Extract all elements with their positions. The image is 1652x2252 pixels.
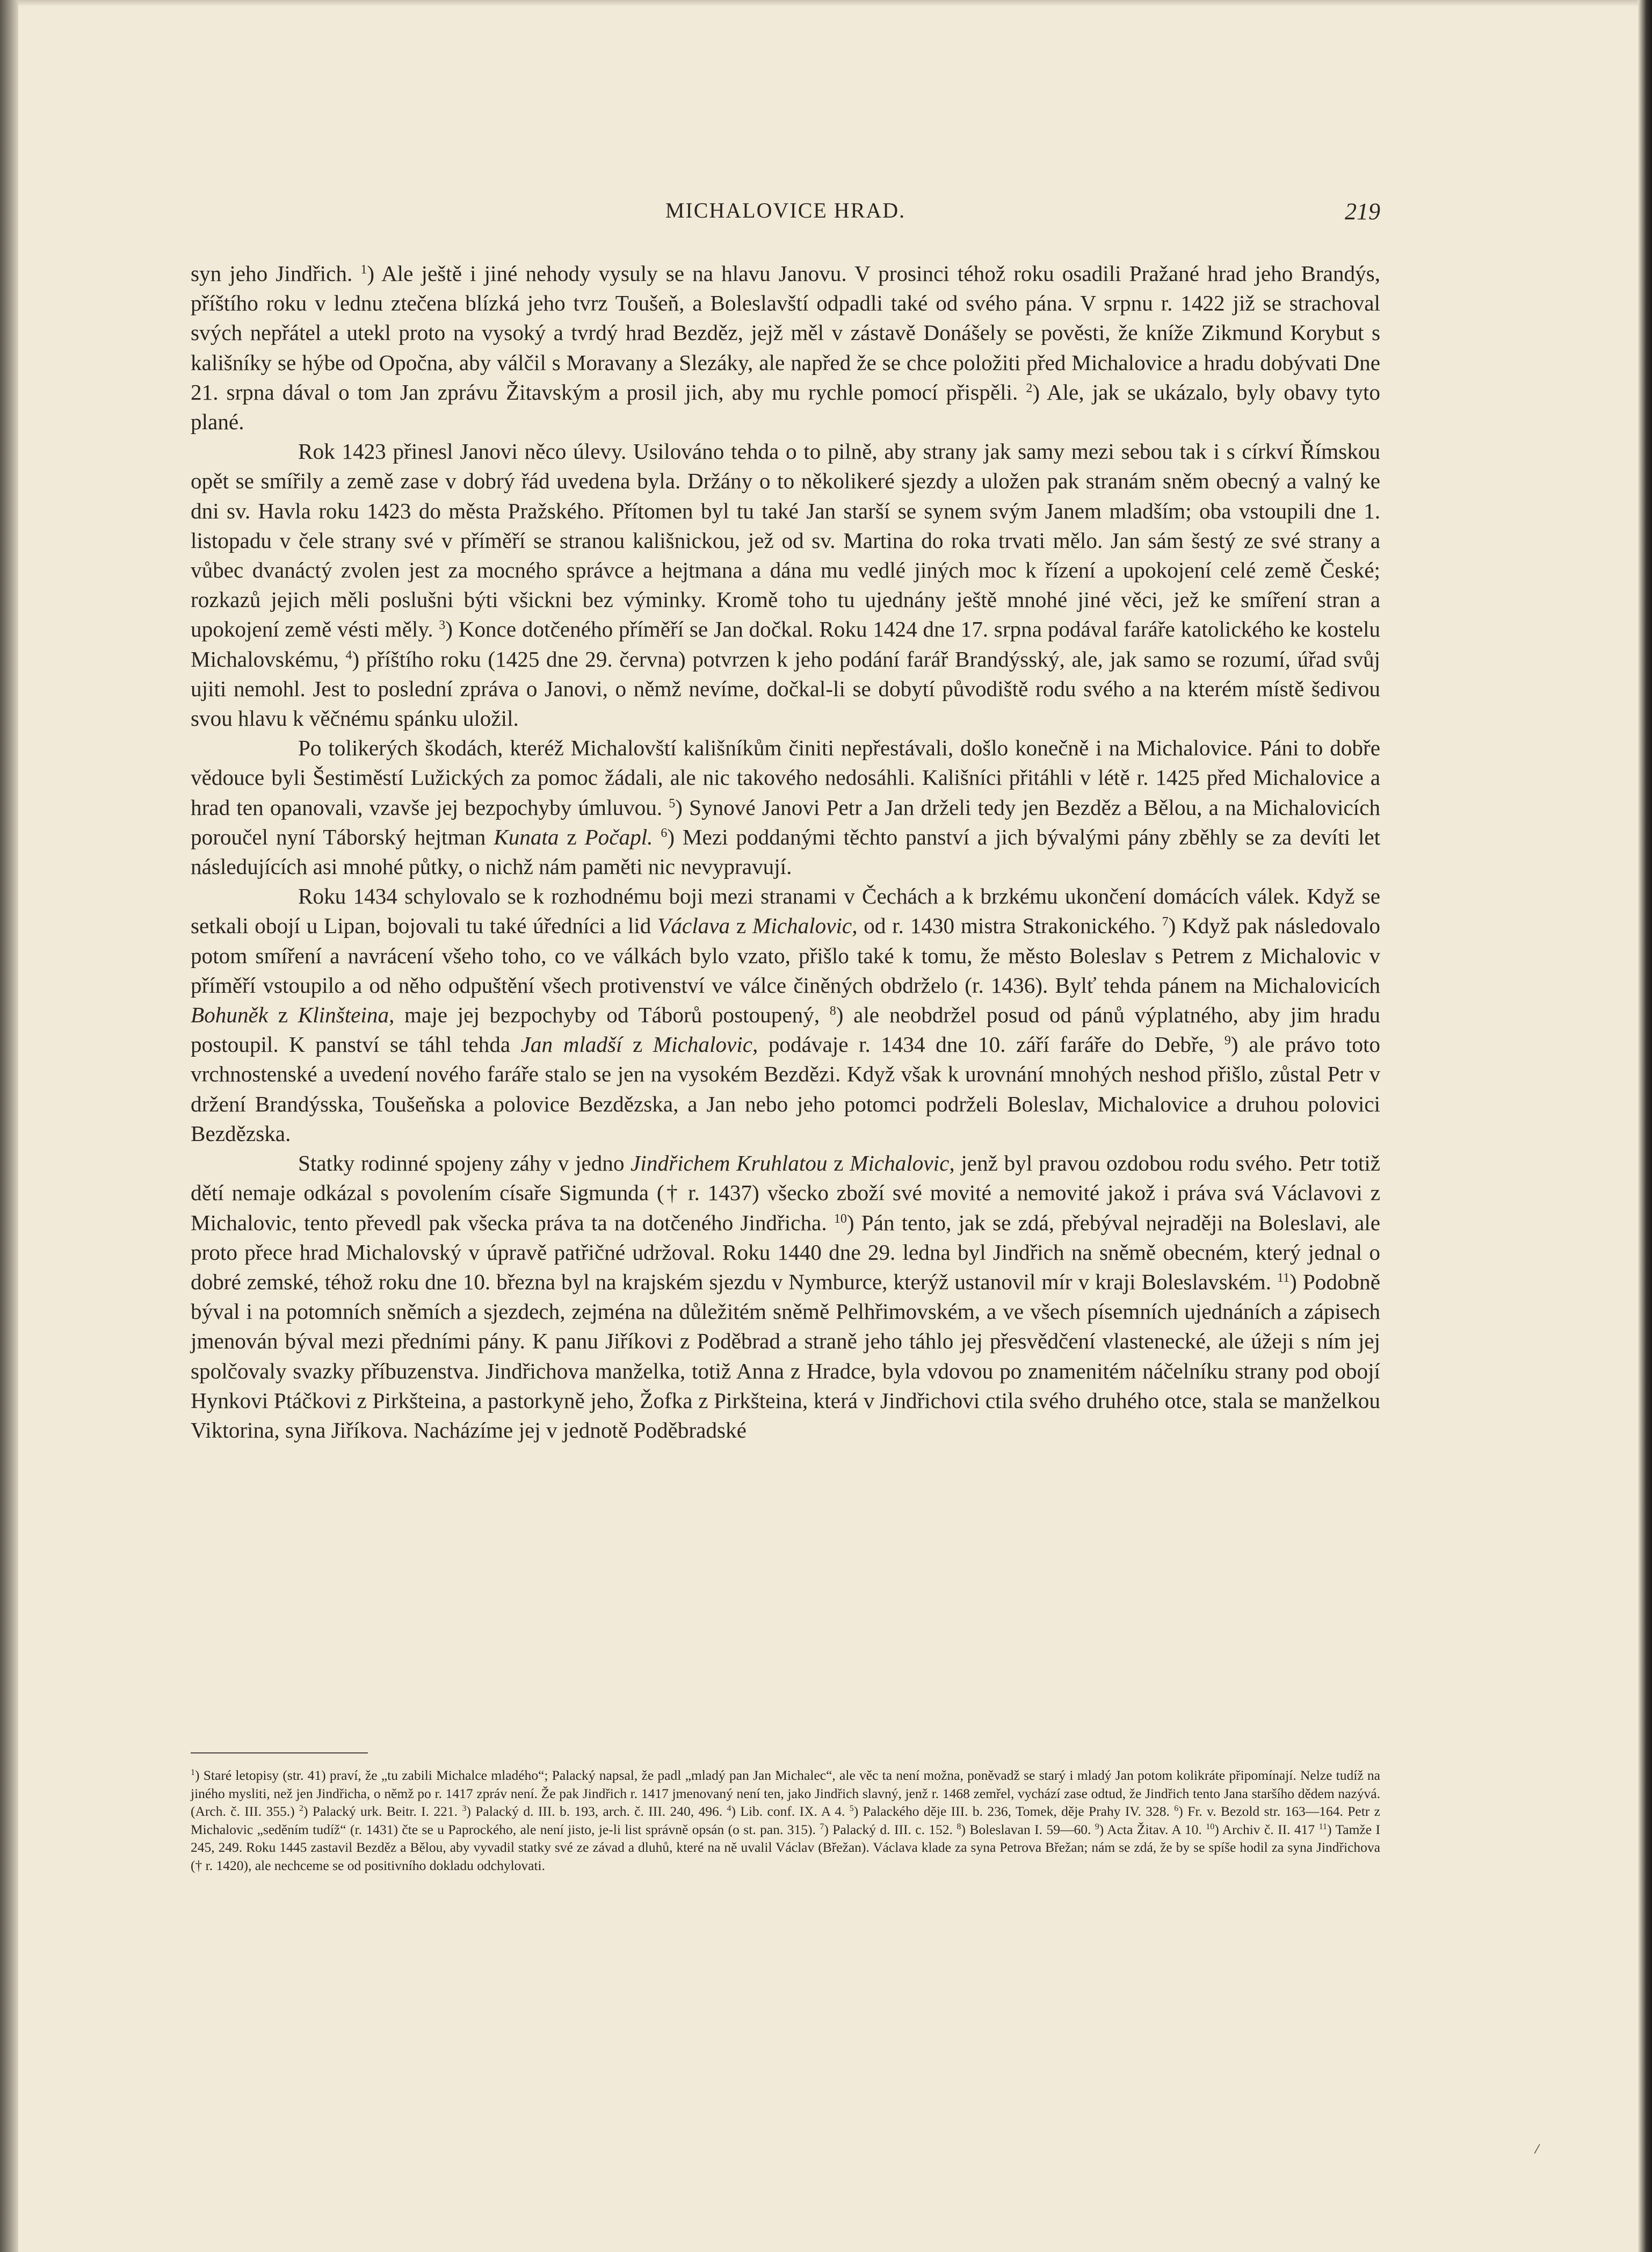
footnote-ref: 5 <box>669 796 676 811</box>
footnote-separator-rule <box>191 1752 368 1753</box>
italic-name: Jindřichem Kruhlatou <box>631 1151 828 1176</box>
footnotes <box>191 1766 1380 1874</box>
italic-name: Počapl. <box>584 824 653 849</box>
footnote-ref: 3 <box>462 1804 467 1813</box>
paragraph <box>191 882 1380 1149</box>
footnote-ref: 8 <box>957 1822 961 1831</box>
italic-name: Jan mladší <box>520 1032 622 1057</box>
book-spine-shadow <box>0 0 18 2252</box>
italic-name: Klinšteina, <box>298 1002 395 1028</box>
text-run: ) Mezi poddanými těchto panství a jich bývalými pány zběhly se za devíti let následujících asi mnohé půtky, o nichž nám paměti nic nevypravují. <box>191 824 1381 879</box>
italic-name: Kunata <box>494 824 559 849</box>
text-run: ) Palacký d. III. b. 193, arch. č. III. 240, 496. <box>466 1803 727 1819</box>
italic-name: Michalovic, <box>752 913 858 939</box>
text-run: z <box>827 1151 850 1176</box>
paragraph <box>191 259 1380 437</box>
footnote-ref: 2 <box>1026 381 1033 395</box>
text-run: ) Fr. v. Bezold str. 163—164. Petr z Michalovic „seděním tudíž“ (r. 1431) čte se u Paprockého, ale není jisto, je-li list správně opsán (o st. pan. 315). <box>191 1803 1380 1837</box>
footnote-ref: 5 <box>849 1804 854 1813</box>
text-run: ) Ale ještě i jiné nehody vysuly se na hlavu Janovu. V prosinci téhož roku osadili Pražané hrad jeho Brandýs, příštího roku v lednu ztečena blízká jeho tvrz Toušeň, a Boleslavští odpadli také od svého pána. V srpnu r. 1422 již se strachoval svých nepřátel a utekl proto na vysoký a tvrdý hrad Bezděz, jejž měl v zástavě Donášely se pověsti, že kníže Zikmund Korybut s kališníky se hýbe od Opočna, aby válčil s Moravany a Slezáky, ale napřed že se chce položiti před Michalovice a hradu dobývati Dne 21. srpna dával o tom Jan zprávu Žitavským a prosil jich, aby mu rychle pomocí přispěli. <box>191 261 1380 405</box>
paragraph <box>191 1149 1380 1445</box>
footnote-ref: 8 <box>829 1004 836 1019</box>
page-top-edge <box>0 0 1652 6</box>
text-run: ) Acta Žitav. A 10. <box>1099 1821 1206 1837</box>
text-run: ) příštího roku (1425 dne 29. června) potvrzen k jeho podání farář Brandýsský, ale, jak samo se rozumí, úřad svůj ujiti nemohl. Jest to poslední zpráva o Janovi, o němž nevíme, dočkal-li se dobytí původiště rodu svého a na kterém místě šedivou svou hlavu k věčnému spánku uložil. <box>191 646 1380 731</box>
footnote-ref: 1 <box>191 1768 195 1777</box>
text-run: ) ale právo toto vrchnostenské a uvedení nového faráře stalo se jen na vysokém Bezdězi. Když však k urovnání mnohých neshod přišlo, zůstal Petr v držení Brandýsska, Toušeňska a polovice Bezdězska, a Jan nebo jeho potomci podrželi Boleslav, Michalovice a druhou polovici Bezdězska. <box>191 1032 1381 1146</box>
text-run <box>653 825 661 849</box>
marginal-mark: / <box>1533 2140 1541 2158</box>
footnote-ref: 9 <box>1095 1822 1099 1831</box>
italic-name: Michalovic, <box>653 1032 758 1057</box>
italic-name: Václava <box>657 913 730 939</box>
paragraph <box>191 733 1380 882</box>
text-run: ) Archiv č. II. 417 <box>1214 1821 1319 1837</box>
running-head-title: MICHALOVICE HRAD. <box>665 198 906 222</box>
footnote-ref: 11 <box>1277 1271 1290 1285</box>
text-run: ) Staré letopisy (str. 41) praví, že „tu zabili Michalce mladého“; Palacký napsal, že padl „mladý pan Jan Michalec“, ale věc ta není možna, poněvadž se starý i mladý Jan potom kolikráte připomínají. Nelze tudíž na jiného mysliti, než jen Jindřicha, o němž po r. 1417 zpráv není. Že pak Jindřich r. 1417 jmenovaný není ten, jako Jindřich slavný, jenž r. 1468 zemřel, vychází zase odtud, že Jindřich tento Jana staršího dědem nazývá. (Arch. č. III. 355.) <box>191 1767 1380 1819</box>
text-run: syn jeho Jindřich. <box>191 261 361 286</box>
running-head <box>191 193 1380 231</box>
text-run: ) ale neobdržel posud od pánů výplatného, aby jim hradu postoupil. K panství se táhl tehda <box>191 1002 1380 1057</box>
footnote-block <box>191 1766 1380 1874</box>
text-run: ) Lib. conf. IX. A 4. <box>731 1803 850 1819</box>
text-run: ) Tamže I 245, 249. Roku 1445 zastavil Bezděz a Bělou, aby vyvadil statky své ze závad a dluhů, které na ně uvalil Václav (Břežan). Václava klade za syna Petrova Břežan; nám se zdá, že by se spíše hodil za syna Jindřichova († r. 1420), ale nechceme se od positivního dokladu odchylovati. <box>191 1821 1381 1873</box>
text-run: z <box>268 1002 298 1028</box>
text-run: ) Podobně býval i na potomních sněmích a sjezdech, zejména na důležitém sněmě Pelhřimovském, a ve všech písemních ujednáních a zápisech jmenován býval mezi předními pány. K panu Jiříkovi z Poděbrad a straně jeho táhlo jej přesvědčení vlastenecké, ale úžeji s ním jej spolčovaly svazky příbuzenstva. Jindřichova manželka, totiž Anna z Hradce, byla vdovou po znamenitém náčelníku strany pod obojí Hynkovi Ptáčkovi z Pirkšteina, a pastorkyně jeho, Žofka z Pirkšteina, která v Jindřichovi ctila svého druhého otce, stala se manželkou Viktorina, syna Jiříkova. Nacházíme jej v jednotě Poděbradské <box>191 1269 1380 1442</box>
text-run: ) Palacký d. III. c. 152. <box>824 1821 957 1837</box>
footnote-ref: 9 <box>1224 1034 1231 1048</box>
text-run: ) Konce dotčeného příměří se Jan dočkal. Roku 1424 dne 17. srpna podával faráře katolického ke kostelu Michalovskému, <box>191 617 1380 672</box>
text-run: maje jej bezpochyby od Táborů postoupený, <box>394 1002 830 1028</box>
text-run: z <box>622 1032 653 1057</box>
footnote-ref: 7 <box>820 1822 824 1831</box>
text-run: od r. 1430 mistra Strakonického. <box>857 913 1162 939</box>
text-run: ) Palacký urk. Beitr. I. 221. <box>303 1803 462 1819</box>
footnote-ref: 2 <box>299 1804 304 1813</box>
text-run: ) Boleslavan I. 59—60. <box>961 1821 1095 1837</box>
page-right-edge <box>1638 0 1652 2252</box>
footnote-ref: 4 <box>345 648 352 662</box>
footnote-ref: 4 <box>727 1804 731 1813</box>
text-run: Statky rodinné spojeny záhy v jedno <box>298 1151 631 1176</box>
footnote-ref: 7 <box>1162 915 1169 929</box>
body-text <box>191 259 1380 1445</box>
footnote-ref: 10 <box>1206 1822 1215 1831</box>
paragraph <box>191 437 1380 733</box>
text-run: ) Palackého děje III. b. 236, Tomek, děje Prahy IV. 328. <box>853 1803 1175 1819</box>
italic-name: Michalovic, <box>850 1151 955 1176</box>
footnote-ref: 10 <box>834 1211 847 1226</box>
text-run: podávaje r. 1434 dne 10. září faráře do Debře, <box>758 1032 1224 1057</box>
footnote-ref: 3 <box>439 618 446 633</box>
text-run: Roku 1434 schylovalo se k rozhodnému boji mezi stranami v Čechách a k brzkému ukončení domácích válek. Když se setkali obojí u Lipan, bojovali tu také úředníci a lid <box>191 884 1380 939</box>
italic-name: Bohuněk <box>191 1002 269 1028</box>
footnote-ref: 11 <box>1318 1822 1328 1831</box>
text-run: z <box>730 913 752 939</box>
text-run: jenž byl pravou ozdobou rodu svého. Petr totiž dětí nemaje odkázal s povolením císaře Sigmunda († r. 1437) všecko zboží své movité a nemovité jakož i práva svá Václavovi z Michalovic, tento převedl pak všecka práva ta na dotčeného Jindřicha. <box>191 1151 1381 1235</box>
text-run: ) Když pak následovalo potom smíření a navrácení všeho toho, co ve válkách bylo vzato, přišlo také k tomu, že město Boleslav s Petrem z Michalovic v příměří vstoupilo a od něho odpuštění všech protivenství ve válce činěných obdrželo (r. 1436). Bylť tehda pánem na Michalovicích <box>191 913 1381 998</box>
footnote-ref: 6 <box>1174 1804 1179 1813</box>
text-run: ) Ale, jak se ukázalo, byly obavy tyto plané. <box>191 379 1380 435</box>
text-run: ) Synové Janovi Petr a Jan drželi tedy jen Bezděz a Bělou, a na Michalovicích poroučel nyní Táborský hejtman <box>191 795 1380 849</box>
text-run: z <box>559 824 585 849</box>
text-run: Rok 1423 přinesl Janovi něco úlevy. Usilováno tehda o to pilně, aby strany jak samy mezi sebou tak i s církví Římskou opět se smířily a země zase v dobrý řád uvedena byla. Držány o to několikeré sjezdy a uložen pak stranám sněm obecný a valný ke dni sv. Havla roku 1423 do města Pražského. Přítomen byl tu také Jan starší se synem svým Janem mladším; oba vstoupili dne 1. listopadu v čele strany své v příměří se stranou kališnickou, jež od sv. Martina do roka trvati mělo. Jan sám šestý ze své strany a vůbec dvanáctý zvolen jest za mocného správce a hejtmana a dána mu vedlé jiných moc k řízení a upokojení celé země České; rozkazů jejich měli poslušni býti všickni bez výminky. Kromě toho tu ujednány ještě mnohé jiné věci, jež ke smíření stran a upokojení země vésti měly. <box>191 439 1380 642</box>
text-run: ) Pán tento, jak se zdá, přebýval nejraději na Boleslavi, ale proto přece hrad Michalovský v úpravě patřičné udržoval. Roku 1440 dne 29. ledna byl Jindřich na sněmě obecném, který jednal o dobré zemské, téhož roku dne 10. března byl na krajském sjezdu v Nymburce, kterýž ustanovil mír v kraji Boleslavském. <box>191 1210 1380 1294</box>
text-run: Po tolikerých škodách, kteréž Michalovští kališníkům činiti nepřestávali, došlo konečně i na Michalovice. Páni to dobře vědouce byli Šestiměstí Lužických za pomoc žádali, ale nic takového nedosáhli. Kališníci přitáhli v létě r. 1425 před Michalovice a hrad ten opanovali, vzavše jej bezpochyby úmluvou. <box>191 735 1380 820</box>
page-number: 219 <box>1345 198 1380 225</box>
footnote-ref: 1 <box>360 263 367 277</box>
footnote-ref: 6 <box>661 826 668 840</box>
